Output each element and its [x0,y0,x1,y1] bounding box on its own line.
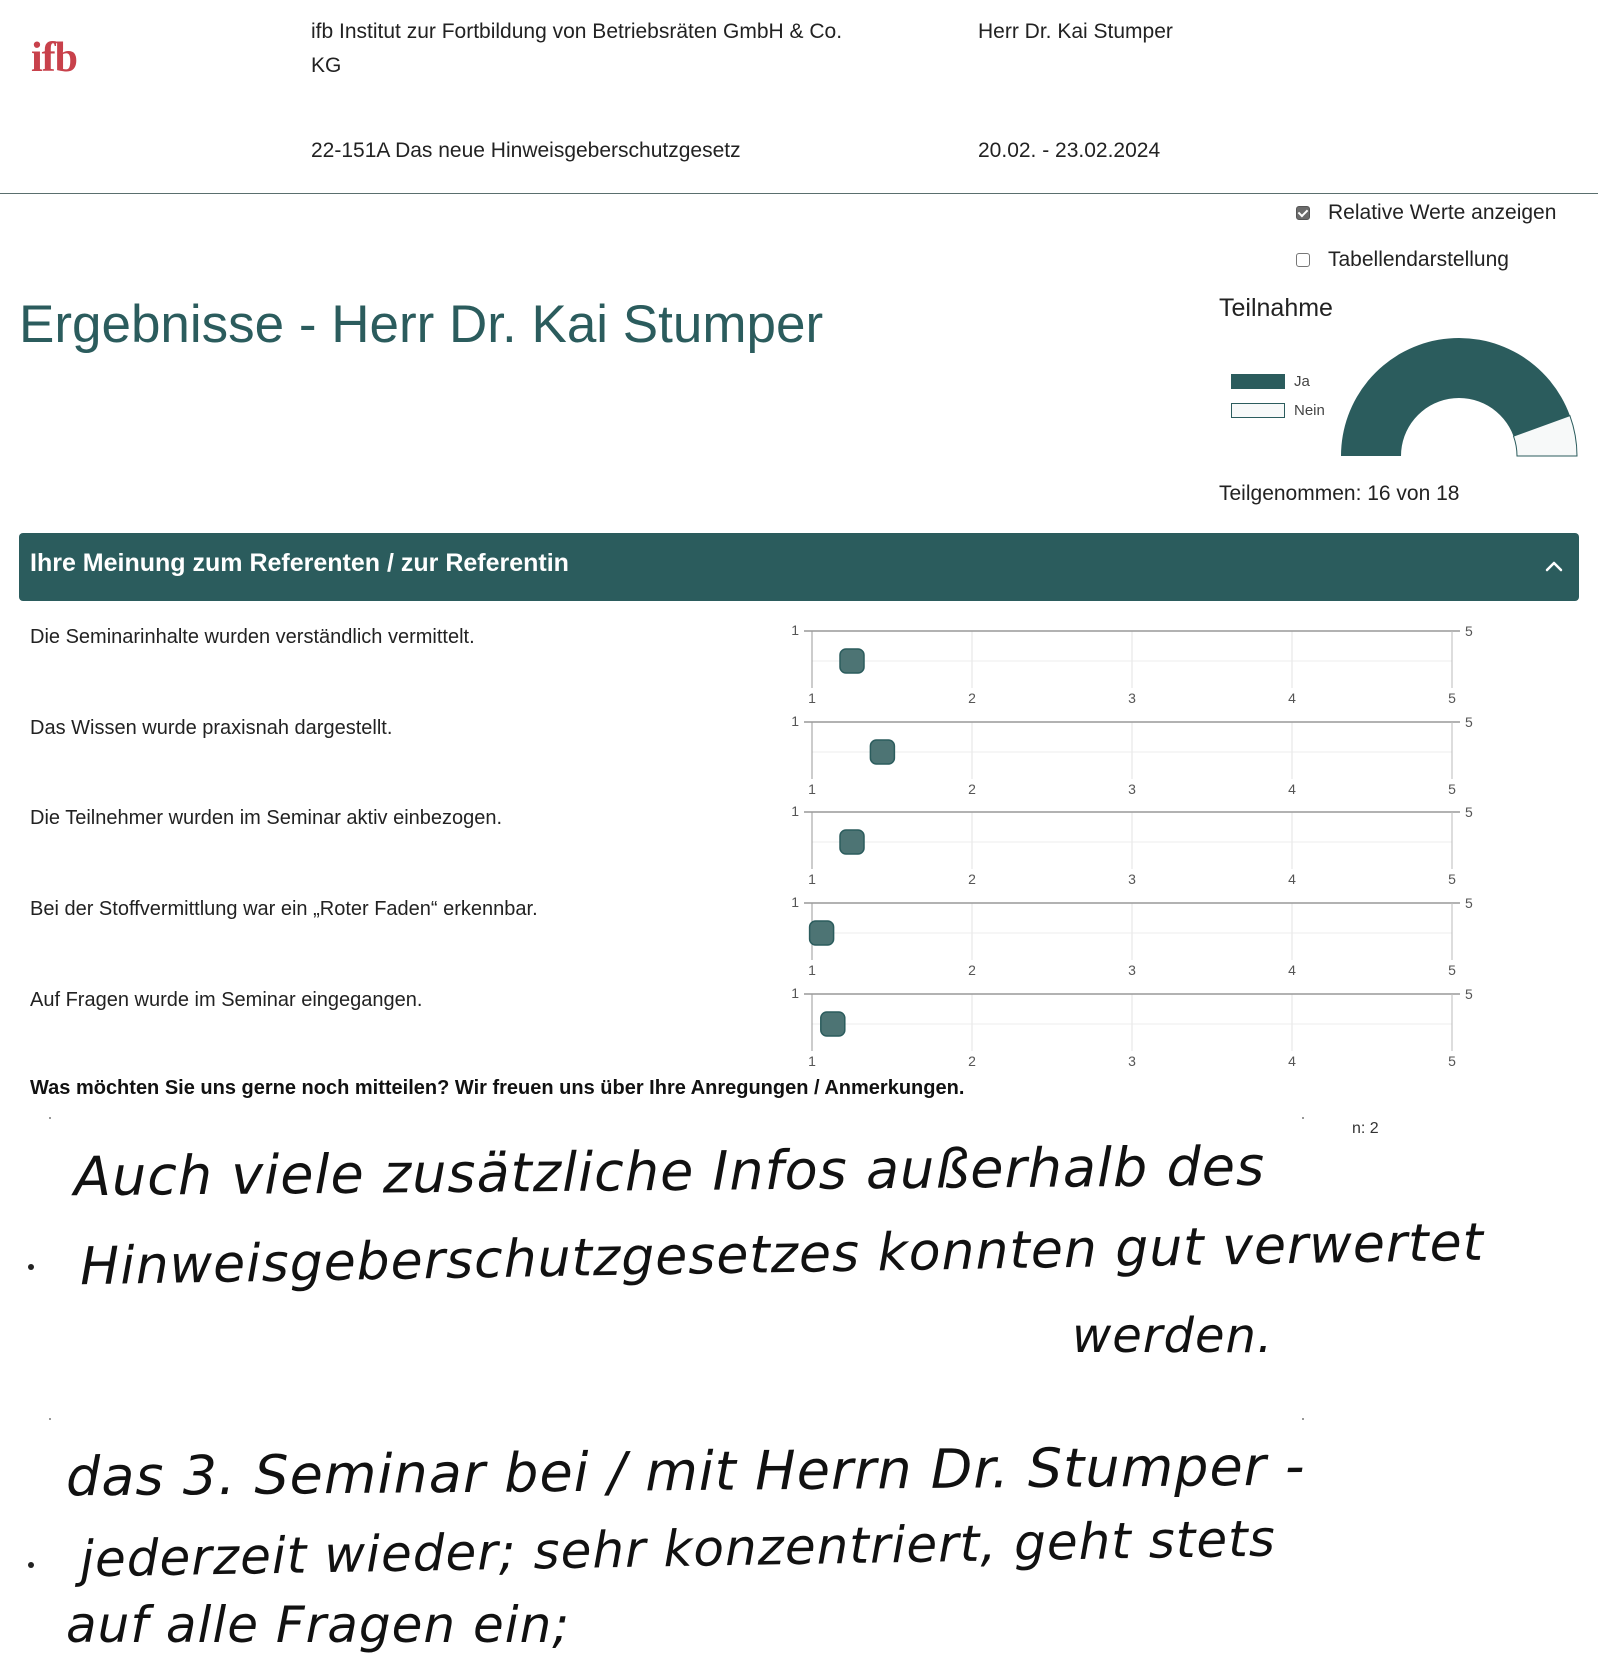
tick-label: 3 [1128,1053,1136,1069]
legend-label-no: Nein [1294,402,1325,419]
participation-title: Teilnahme [1219,294,1333,322]
rating-chart-svg [785,894,1475,994]
tick-label: 2 [968,871,976,887]
org-name-line2: KG [311,54,342,77]
relative-values-option[interactable] [1296,201,1556,225]
participation-count: Teilgenommen: 16 von 18 [1219,482,1460,505]
range-label-max: 5 [1465,804,1473,820]
ifb-logo: ifb [31,35,78,81]
comments-count: n: 2 [1352,1120,1379,1137]
tick-label: 1 [808,871,816,887]
comments-title: Was möchten Sie uns gerne noch mitteilen? Wir freuen uns über Ihre Anregungen / Anmerkungen. [30,1077,965,1099]
rating-chart [785,985,1475,1085]
tick-label: 4 [1288,1053,1296,1069]
tick-label: 3 [1128,690,1136,706]
tick-label: 1 [808,1053,816,1069]
tick-label: 5 [1448,962,1456,978]
data-point [840,649,864,673]
tick-label: 5 [1448,690,1456,706]
scan-speck [1302,1117,1304,1119]
range-label-min: 1 [791,985,799,1001]
tick-label: 5 [1448,871,1456,887]
question-label: Die Seminarinhalte wurden verständlich vermittelt. [30,626,475,648]
table-view-option[interactable] [1296,248,1509,272]
rating-chart-svg [785,713,1475,813]
rating-chart [785,713,1475,813]
range-label-max: 5 [1465,714,1473,730]
question-label: Die Teilnehmer wurden im Seminar aktiv einbezogen. [30,807,503,829]
handwritten-line: Auch viele zusätzliche Infos außerhalb des [73,1134,1266,1209]
tick-label: 4 [1288,962,1296,978]
legend-swatch-no [1231,403,1285,418]
comment-bullet [28,1264,34,1270]
handwritten-line: Hinweisgeberschutzgesetzes konnten gut verwertet [79,1212,1485,1298]
relative-values-label: Relative Werte anzeigen [1328,201,1557,224]
range-label-min: 1 [791,803,799,819]
legend-item-yes[interactable] [1231,373,1310,390]
tick-label: 5 [1448,1053,1456,1069]
handwritten-line: werden. [1072,1308,1274,1364]
range-label-min: 1 [791,894,799,910]
rating-chart-svg [785,803,1475,903]
tick-label: 2 [968,690,976,706]
tick-label: 3 [1128,962,1136,978]
scan-speck [49,1418,51,1420]
handwritten-line: das 3. Seminar bei / mit Herrn Dr. Stumper - [65,1434,1306,1509]
tick-label: 4 [1288,690,1296,706]
legend-item-no[interactable] [1231,402,1325,419]
data-point [870,740,894,764]
org-name [311,15,842,83]
header-divider [0,193,1598,194]
seminar-dates: 20.02. - 23.02.2024 [978,139,1161,162]
tick-label: 2 [968,1053,976,1069]
data-point [821,1012,845,1036]
question-label: Bei der Stoffvermittlung war ein „Roter Faden“ erkennbar. [30,898,538,920]
range-label-max: 5 [1465,623,1473,639]
tick-label: 2 [968,781,976,797]
speaker-name: Herr Dr. Kai Stumper [978,20,1173,43]
range-label-max: 5 [1465,986,1473,1002]
legend-label-yes: Ja [1294,373,1310,390]
tick-label: 4 [1288,781,1296,797]
rating-chart [785,803,1475,903]
handwritten-line: jederzeit wieder; sehr konzentriert, geht stets [79,1509,1277,1589]
question-label: Das Wissen wurde praxisnah dargestellt. [30,717,393,739]
page-title: Ergebnisse - Herr Dr. Kai Stumper [19,295,824,354]
seminar-title: 22-151A Das neue Hinweisgeberschutzgesetz [311,139,741,162]
tick-label: 1 [808,781,816,797]
range-label-min: 1 [791,622,799,638]
legend-swatch-yes [1231,374,1285,389]
rating-chart-svg [785,985,1475,1085]
table-view-label: Tabellendarstellung [1328,248,1509,271]
scan-speck [1302,1418,1304,1420]
tick-label: 2 [968,962,976,978]
org-name-line1: ifb Institut zur Fortbildung von Betriebsräten GmbH & Co. [311,20,843,43]
tick-label: 3 [1128,781,1136,797]
participation-gauge [1338,335,1580,459]
section-header[interactable] [19,533,1579,601]
tick-label: 1 [808,690,816,706]
relative-values-checkbox[interactable] [1296,206,1310,220]
tick-label: 3 [1128,871,1136,887]
rating-chart-svg [785,622,1475,722]
table-view-checkbox[interactable] [1296,253,1310,267]
tick-label: 4 [1288,871,1296,887]
rating-chart [785,622,1475,722]
range-label-max: 5 [1465,895,1473,911]
chevron-up-icon[interactable] [1539,551,1569,581]
rating-chart [785,894,1475,994]
tick-label: 5 [1448,781,1456,797]
tick-label: 1 [808,962,816,978]
range-label-min: 1 [791,713,799,729]
comment-bullet [28,1562,34,1568]
scan-speck [49,1117,51,1119]
section-title: Ihre Meinung zum Referenten / zur Referentin [30,549,569,577]
handwritten-line: auf alle Fragen ein; [66,1596,571,1654]
question-label: Auf Fragen wurde im Seminar eingegangen. [30,989,423,1011]
data-point [840,830,864,854]
data-point [810,921,834,945]
